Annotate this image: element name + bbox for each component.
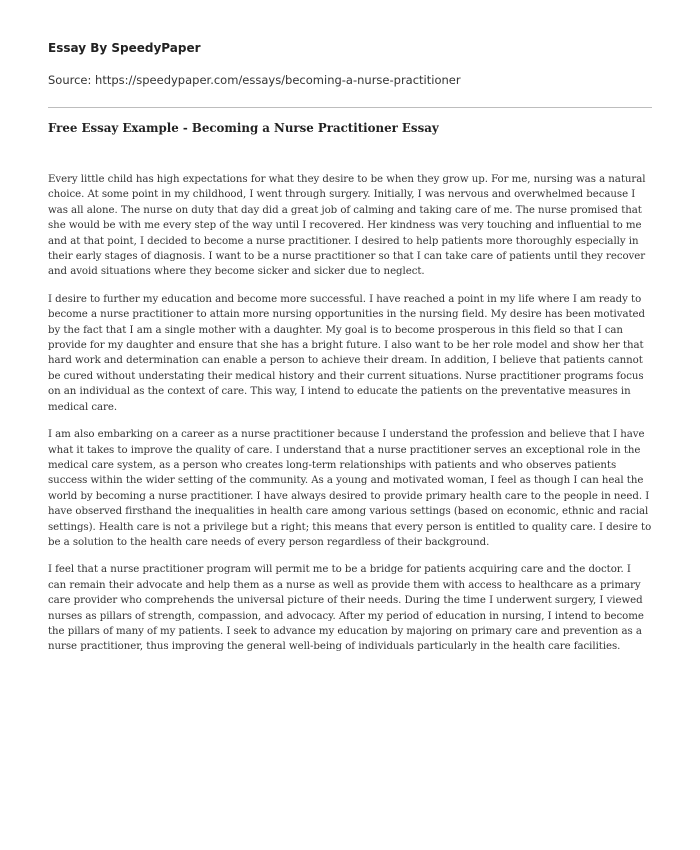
essay-body: [48, 172, 652, 667]
paragraph-4: I feel that a nurse practitioner program will permit me to be a bridge for patients acquiring care and the doctor. I can remain their advocate and help them as a nurse as well as provide them with access to healthcare as a primary care provider who comprehends the universal picture of their needs. During the time I underwent surgery, I viewed nurses as pillars of strength, compassion, and advocacy. After my period of education in nursing, I intend to become the pillars of many of my patients. I seek to advance my education by majoring on primary care and prevention as a nurse practitioner, thus improving the general well-being of individuals particularly in the health care facilities.: [48, 564, 644, 653]
essay-title: Free Essay Example - Becoming a Nurse Practitioner Essay: [48, 121, 439, 135]
paragraph-2: I desire to further my education and become more successful. I have reached a point in my life where I am ready to become a nurse practitioner to attain more nursing opportunities in the nursing field. My desire has been motivated by the fact that I am a single mother with a daughter. My goal is to become prosperous in this field so that I can provide for my daughter and ensure that she has a bright future. I also want to be her role model and show her that hard work and determination can enable a person to achieve their dream. In addition, I believe that patients cannot be cured without understating their medical history and their current situations. Nurse practitioner programs focus on an individual as the context of care. This way, I intend to educate the patients on the preventative measures in medical care.: [48, 293, 645, 413]
paragraph-3: I am also embarking on a career as a nurse practitioner because I understand the profession and believe that I have what it takes to improve the quality of care. I understand that a nurse practitioner serves an exceptional role in the medical care system, as a person who creates long-term relationships with patients and who observes patients success within the wider setting of the community. As a young and motivated woman, I feel as though I can heal the world by becoming a nurse practitioner. I have always desired to provide primary health care to the people in need. I have observed firsthand the inequalities in health care among various settings (based on economic, ethnic and racial settings). Health care is not a privilege but a right; this means that every person is entitled to quality care. I desire to be a solution to the health care needs of every person regardless of their background.: [48, 429, 652, 548]
paragraph-1: Every little child has high expectations for what they desire to be when they grow up. For me, nursing was a natural choice. At some point in my childhood, I went through surgery. Initially, I was nervous and overwhelmed because I was all alone. The nurse on duty that day did a great job of calming and taking care of me. The nurse promised that she would be with me every step of the way until I recovered. Her kindness was very touching and influential to me and at that point, I decided to become a nurse practitioner. I desired to help patients more thoroughly especially in their early stages of diagnosis. I want to be a nurse practitioner so that I can take care of patients until they recover and avoid situations where they become sicker and sicker due to neglect.: [48, 174, 646, 278]
source-line: Source: https://speedypaper.com/essays/becoming-a-nurse-practitioner: [48, 73, 461, 87]
brand-title: Essay By SpeedyPaper: [48, 41, 201, 55]
page-header: [48, 40, 652, 87]
header-divider: [48, 107, 652, 108]
